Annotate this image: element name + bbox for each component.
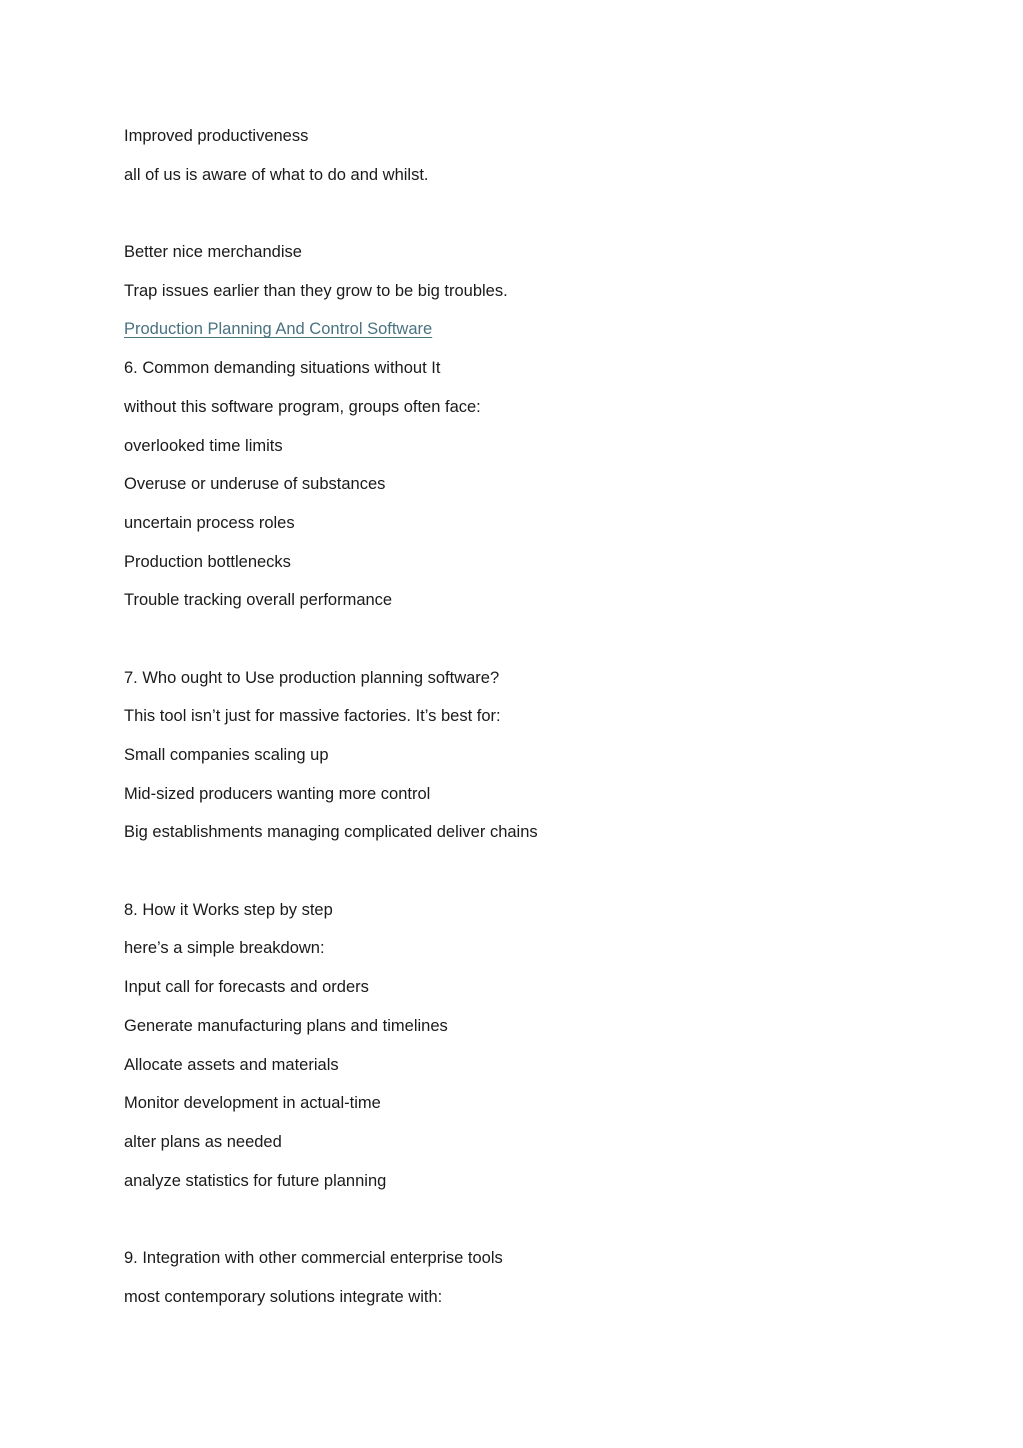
list-item: Big establishments managing complicated deliver chains bbox=[124, 823, 538, 842]
section-heading-7: 7. Who ought to Use production planning software? bbox=[124, 668, 500, 687]
list-item: Trouble tracking overall performance bbox=[124, 591, 393, 610]
text-line: Improved productiveness bbox=[124, 127, 309, 145]
list-item: analyze statistics for future planning bbox=[124, 1171, 387, 1190]
list-item: Allocate assets and materials bbox=[124, 1055, 339, 1074]
list-item: Monitor development in actual-time bbox=[124, 1094, 381, 1113]
list-item: Overuse or underuse of substances bbox=[124, 475, 386, 494]
list-item: alter plans as needed bbox=[124, 1132, 282, 1151]
text-line: most contemporary solutions integrate with: bbox=[124, 1287, 443, 1306]
list-item: Small companies scaling up bbox=[124, 746, 329, 764]
list-item: Production bottlenecks bbox=[124, 552, 291, 571]
list-item: Generate manufacturing plans and timelines bbox=[124, 1016, 448, 1035]
list-item: uncertain process roles bbox=[124, 513, 295, 532]
link-line bbox=[124, 310, 884, 349]
section-heading-8: 8. How it Works step by step bbox=[124, 900, 333, 919]
list-item: Mid-sized producers wanting more control bbox=[124, 784, 431, 803]
blank-line bbox=[124, 852, 884, 891]
text-line: This tool isn’t just for massive factories. It’s best for: bbox=[124, 707, 501, 726]
blank-line bbox=[124, 1200, 884, 1239]
blank-line bbox=[124, 194, 884, 233]
list-item: Input call for forecasts and orders bbox=[124, 978, 369, 997]
blank-line bbox=[124, 620, 884, 659]
text-line: Better nice merchandise bbox=[124, 243, 302, 262]
section-heading-6: 6. Common demanding situations without It bbox=[124, 359, 441, 378]
text-line: Trap issues earlier than they grow to be big troubles. bbox=[124, 281, 508, 300]
document-body bbox=[124, 117, 884, 1316]
text-line: here’s a simple breakdown: bbox=[124, 939, 325, 958]
production-planning-link[interactable]: Production Planning And Control Software bbox=[124, 320, 433, 339]
text-line: without this software program, groups often face: bbox=[124, 397, 481, 416]
list-item: overlooked time limits bbox=[124, 436, 283, 455]
section-heading-9: 9. Integration with other commercial enterprise tools bbox=[124, 1248, 503, 1267]
text-line: all of us is aware of what to do and whilst. bbox=[124, 165, 429, 184]
